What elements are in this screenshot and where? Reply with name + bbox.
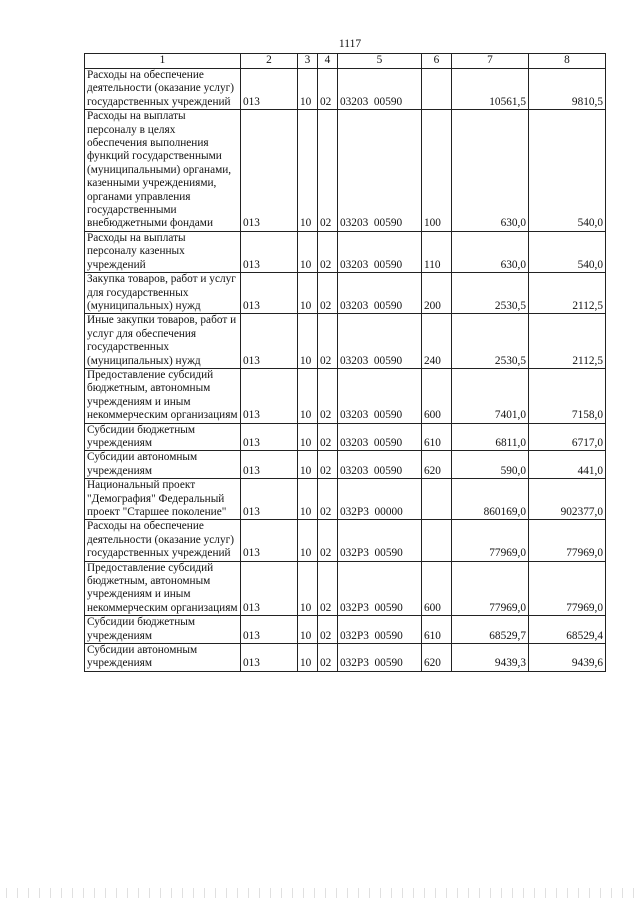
budget-table: [84, 53, 606, 672]
table-row: [85, 110, 606, 232]
row-col-4: 02: [318, 479, 338, 520]
row-col-8: 902377,0: [529, 479, 606, 520]
row-col-5: 032P3 00590: [338, 644, 422, 672]
row-col-3: 10: [298, 561, 318, 616]
row-col-3: 10: [298, 616, 318, 644]
row-col-2: 013: [241, 451, 298, 479]
table-row: [85, 616, 606, 644]
row-col-7: 630,0: [452, 110, 529, 232]
row-col-8: 77969,0: [529, 520, 606, 561]
row-col-5: 03203 00590: [338, 451, 422, 479]
table-row: [85, 273, 606, 314]
header-col-6: 6: [422, 54, 452, 69]
row-name: Национальный проект "Демография" Федеральный проект "Старшее поколение": [85, 479, 241, 520]
row-col-8: 2112,5: [529, 273, 606, 314]
header-row: [85, 54, 606, 69]
row-col-2: 013: [241, 479, 298, 520]
header-col-4: 4: [318, 54, 338, 69]
row-col-8: 7158,0: [529, 368, 606, 423]
row-col-7: 2530,5: [452, 314, 529, 369]
row-name: Расходы на выплаты персоналу казенных учреждений: [85, 231, 241, 272]
row-col-4: 02: [318, 616, 338, 644]
row-col-5: 03203 00590: [338, 423, 422, 451]
row-name: Субсидии бюджетным учреждениям: [85, 423, 241, 451]
table-row: [85, 644, 606, 672]
row-col-8: 540,0: [529, 231, 606, 272]
row-col-4: 02: [318, 520, 338, 561]
row-col-2: 013: [241, 314, 298, 369]
row-col-4: 02: [318, 273, 338, 314]
row-col-6: 100: [422, 110, 452, 232]
row-col-4: 02: [318, 644, 338, 672]
row-col-4: 02: [318, 423, 338, 451]
row-col-3: 10: [298, 423, 318, 451]
row-col-8: 77969,0: [529, 561, 606, 616]
row-col-7: 77969,0: [452, 561, 529, 616]
row-col-2: 013: [241, 273, 298, 314]
row-col-7: 2530,5: [452, 273, 529, 314]
row-name: Субсидии автономным учреждениям: [85, 644, 241, 672]
row-col-7: 77969,0: [452, 520, 529, 561]
header-col-2: 2: [241, 54, 298, 69]
table-row: [85, 561, 606, 616]
row-col-3: 10: [298, 644, 318, 672]
row-col-6: 110: [422, 231, 452, 272]
scan-noise: [0, 888, 640, 898]
row-name: Расходы на обеспечение деятельности (оказание услуг) государственных учреждений: [85, 69, 241, 110]
row-col-6: 610: [422, 423, 452, 451]
row-col-2: 013: [241, 231, 298, 272]
row-col-6: 600: [422, 368, 452, 423]
row-col-8: 9439,6: [529, 644, 606, 672]
row-col-2: 013: [241, 561, 298, 616]
table-row: [85, 368, 606, 423]
row-col-3: 10: [298, 451, 318, 479]
table-row: [85, 423, 606, 451]
row-name: Расходы на обеспечение деятельности (оказание услуг) государственных учреждений: [85, 520, 241, 561]
header-col-1: 1: [85, 54, 241, 69]
table-row: [85, 479, 606, 520]
table-row: [85, 231, 606, 272]
row-col-5: 032P3 00000: [338, 479, 422, 520]
row-col-3: 10: [298, 231, 318, 272]
row-col-3: 10: [298, 110, 318, 232]
row-col-3: 10: [298, 368, 318, 423]
row-col-5: 032P3 00590: [338, 520, 422, 561]
row-name: Закупка товаров, работ и услуг для государственных (муниципальных) нужд: [85, 273, 241, 314]
row-col-6: 620: [422, 644, 452, 672]
row-col-2: 013: [241, 368, 298, 423]
row-col-8: 2112,5: [529, 314, 606, 369]
row-col-4: 02: [318, 368, 338, 423]
row-col-6: 240: [422, 314, 452, 369]
row-col-3: 10: [298, 273, 318, 314]
row-col-4: 02: [318, 451, 338, 479]
table-row: [85, 451, 606, 479]
row-name: Предоставление субсидий бюджетным, автономным учреждениям и иным некоммерческим организациям: [85, 561, 241, 616]
row-col-7: 68529,7: [452, 616, 529, 644]
row-col-6: [422, 69, 452, 110]
table-row: [85, 69, 606, 110]
page-number: 1117: [338, 38, 362, 50]
row-col-5: 032P3 00590: [338, 616, 422, 644]
row-col-4: 02: [318, 110, 338, 232]
row-col-7: 9439,3: [452, 644, 529, 672]
row-col-3: 10: [298, 314, 318, 369]
row-col-7: 590,0: [452, 451, 529, 479]
row-col-2: 013: [241, 423, 298, 451]
row-col-2: 013: [241, 69, 298, 110]
row-col-3: 10: [298, 69, 318, 110]
row-col-8: 441,0: [529, 451, 606, 479]
header-col-3: 3: [298, 54, 318, 69]
row-col-8: 9810,5: [529, 69, 606, 110]
row-col-7: 10561,5: [452, 69, 529, 110]
row-col-7: 7401,0: [452, 368, 529, 423]
row-col-7: 630,0: [452, 231, 529, 272]
row-col-2: 013: [241, 616, 298, 644]
row-col-5: 03203 00590: [338, 368, 422, 423]
header-col-7: 7: [452, 54, 529, 69]
row-col-8: 540,0: [529, 110, 606, 232]
row-col-3: 10: [298, 520, 318, 561]
table-row: [85, 520, 606, 561]
row-col-6: 200: [422, 273, 452, 314]
row-col-7: 860169,0: [452, 479, 529, 520]
row-col-5: 032P3 00590: [338, 561, 422, 616]
row-col-4: 02: [318, 231, 338, 272]
row-col-5: 03203 00590: [338, 69, 422, 110]
row-col-6: 620: [422, 451, 452, 479]
row-name: Расходы на выплаты персоналу в целях обеспечения выполнения функций государственными (муниципальными) органами, казенными учреждениями, органами управления государственными внебюджетными фондами: [85, 110, 241, 232]
row-col-4: 02: [318, 314, 338, 369]
row-col-4: 02: [318, 561, 338, 616]
table-row: [85, 314, 606, 369]
row-col-2: 013: [241, 520, 298, 561]
row-col-5: 03203 00590: [338, 231, 422, 272]
row-name: Субсидии бюджетным учреждениям: [85, 616, 241, 644]
row-col-6: 600: [422, 561, 452, 616]
row-col-3: 10: [298, 479, 318, 520]
row-col-5: 03203 00590: [338, 110, 422, 232]
row-col-2: 013: [241, 110, 298, 232]
row-col-8: 68529,4: [529, 616, 606, 644]
row-col-2: 013: [241, 644, 298, 672]
row-col-6: 610: [422, 616, 452, 644]
header-col-5: 5: [338, 54, 422, 69]
row-name: Субсидии автономным учреждениям: [85, 451, 241, 479]
row-col-6: [422, 479, 452, 520]
header-col-8: 8: [529, 54, 606, 69]
row-name: Предоставление субсидий бюджетным, автономным учреждениям и иным некоммерческим организациям: [85, 368, 241, 423]
row-col-4: 02: [318, 69, 338, 110]
row-col-5: 03203 00590: [338, 314, 422, 369]
row-col-8: 6717,0: [529, 423, 606, 451]
row-col-5: 03203 00590: [338, 273, 422, 314]
row-name: Иные закупки товаров, работ и услуг для обеспечения государственных (муниципальных) нужд: [85, 314, 241, 369]
row-col-7: 6811,0: [452, 423, 529, 451]
row-col-6: [422, 520, 452, 561]
